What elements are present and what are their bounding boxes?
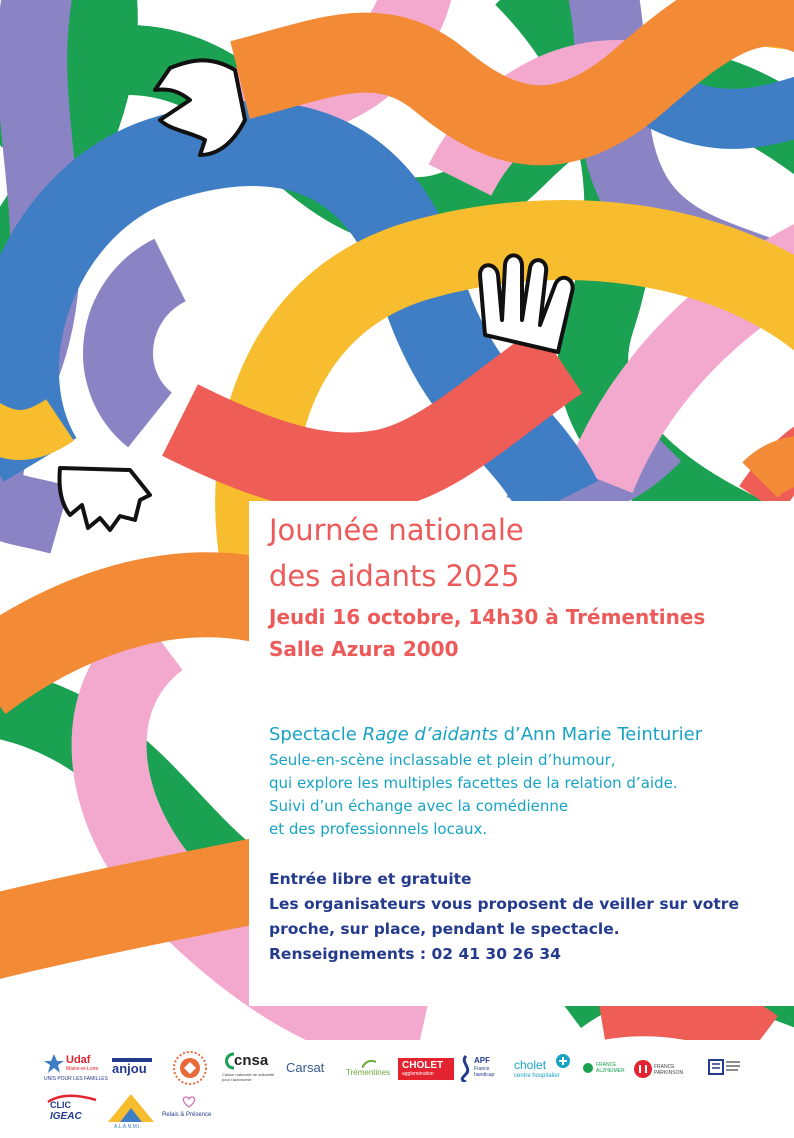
logo-apf: APF France handicap xyxy=(458,1054,506,1084)
logo-france-alzheimer: FRANCE ALZHEIMER xyxy=(582,1058,628,1082)
apf-swirl-icon xyxy=(458,1054,474,1082)
cross-icon xyxy=(556,1054,570,1068)
event-info-panel xyxy=(249,501,794,1006)
event-title-line1: Journée nationale xyxy=(269,513,524,547)
show-description-line: Suivi d’un échange avec la comédienne xyxy=(269,797,569,815)
ribbon-orange-3 xyxy=(0,880,260,940)
show-title xyxy=(269,721,794,749)
show-description-line: Seule-en-scène inclassable et plein d’humour, xyxy=(269,751,616,769)
logo-france-parkinson: FRANCE PARKINSON xyxy=(634,1058,694,1082)
show-name: Rage d’aidants xyxy=(362,724,498,745)
book-icon xyxy=(708,1058,742,1080)
ribbon-red-3 xyxy=(600,1006,760,1040)
show-prefix: Spectacle xyxy=(269,724,363,745)
show-description-line: qui explore les multiples facettes de la relation d’aide. xyxy=(269,774,678,792)
practical-info-care: Les organisateurs vous proposent de veiller sur votre xyxy=(269,895,739,913)
logo-book xyxy=(708,1058,742,1082)
practical-info-phone: Renseignements : 02 41 30 26 34 xyxy=(269,945,561,963)
logo-carsat: Carsat xyxy=(286,1060,325,1075)
logo-clic-igeac: CLIC IGEAC xyxy=(46,1094,98,1128)
logo-cholet-centre-hospitalier: cholet centre hospitalier xyxy=(514,1054,576,1082)
alzheimer-flower-icon xyxy=(582,1062,594,1074)
seal-emblem-icon xyxy=(172,1050,208,1086)
event-title-line2: des aidants 2025 xyxy=(269,559,520,593)
relais-heart-icon xyxy=(182,1096,196,1108)
event-venue: Salle Azura 2000 xyxy=(269,637,459,661)
logo-udaf: Udaf Maine-et-Loire UNIS POUR LES FAMILLES xyxy=(44,1054,108,1082)
logo-anjou: anjou xyxy=(112,1058,154,1080)
logo-trementines: Trémentines xyxy=(346,1060,392,1080)
logo-cholet-agglomeration: CHOLET agglomération xyxy=(398,1058,454,1080)
trementines-leaf-icon xyxy=(362,1060,376,1068)
logo-alanmi: A.L.A.N.M.I. xyxy=(106,1092,156,1132)
udaf-star-icon xyxy=(44,1054,64,1074)
practical-info-free: Entrée libre et gratuite xyxy=(269,870,472,888)
show-description-line: et des professionnels locaux. xyxy=(269,820,488,838)
show-author: d’Ann Marie Teinturier xyxy=(497,724,703,745)
practical-info-care-cont: proche, sur place, pendant le spectacle. xyxy=(269,920,620,938)
logo-cnsa: cnsa Caisse nationale de solidarité pour l’autonomie xyxy=(222,1052,275,1082)
alanmi-triangle-icon xyxy=(106,1092,156,1124)
ribbon-yellow-3 xyxy=(0,420,60,435)
ribbon-orange-4 xyxy=(760,460,794,480)
partner-logos xyxy=(0,1040,794,1138)
parkinson-circle-icon xyxy=(634,1060,652,1078)
event-date: Jeudi 16 octobre, 14h30 à Trémentines xyxy=(269,605,706,629)
logo-seal xyxy=(172,1050,208,1086)
ribbon-blue-2 xyxy=(660,100,794,119)
logo-relais-presence: Relais & Présence xyxy=(162,1096,218,1128)
